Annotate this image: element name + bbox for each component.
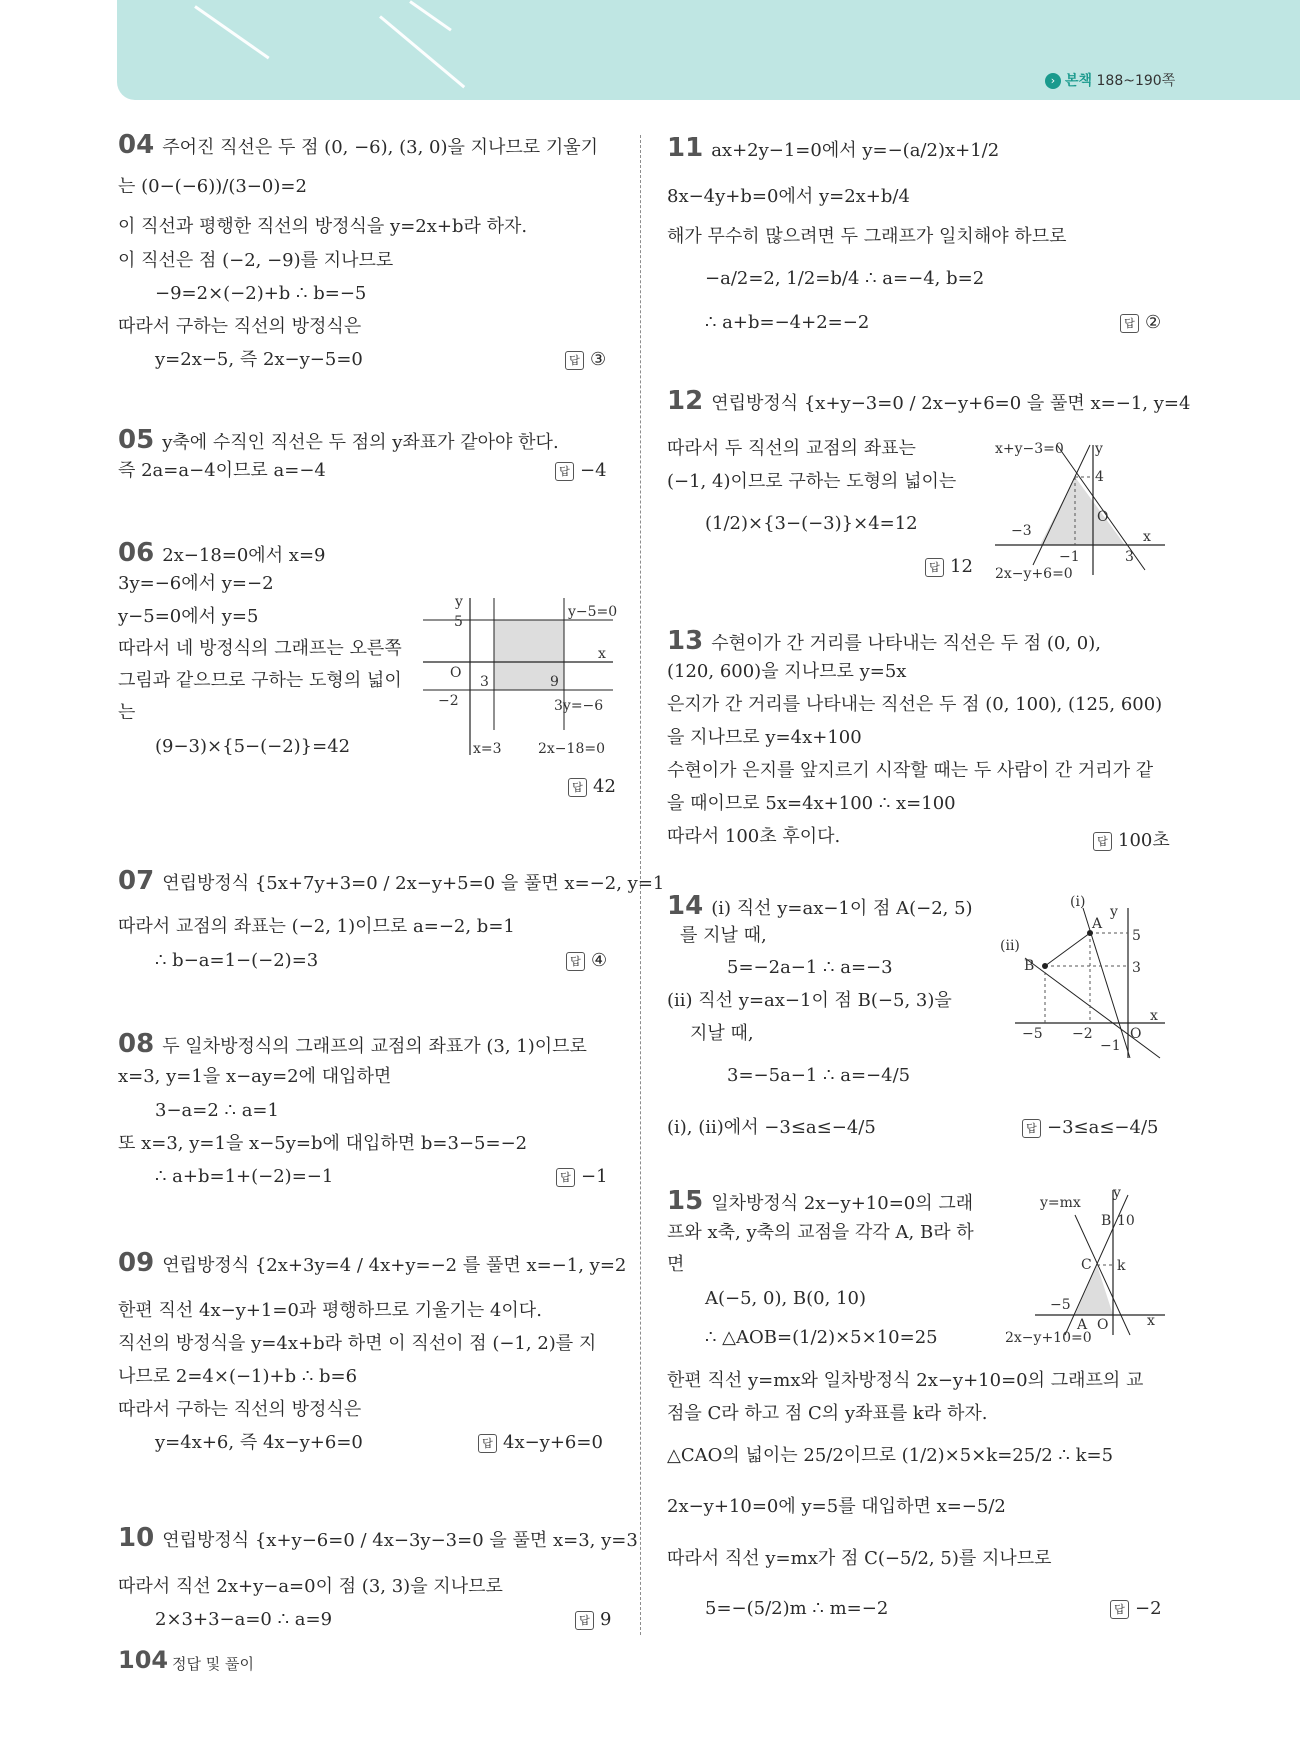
problem-15-line11: 5=−(5/2)m ∴ m=−2 — [705, 1598, 889, 1619]
problem-06-line2: 3y=−6에서 y=−2 — [118, 573, 274, 594]
problem-13-line7: 따라서 100초 후이다. — [667, 826, 841, 847]
problem-10-line3: 2×3+3−a=0 ∴ a=9 — [155, 1609, 333, 1630]
answer-value: ③ — [590, 349, 607, 370]
text: 연립방정식 {x+y−6=0 / 4x−3y−3=0 을 풀면 x=3, y=3 — [162, 1530, 638, 1551]
problem-number: 09 — [118, 1248, 155, 1278]
problem-number: 14 — [667, 891, 704, 921]
answer-08 — [556, 1166, 608, 1187]
label-a: A — [1092, 916, 1103, 932]
problem-09-line6: y=4x+6, 즉 4x−y+6=0 — [155, 1432, 363, 1453]
problem-15-line5: ∴ △AOB=(1/2)×5×10=25 — [705, 1327, 938, 1348]
text: 연립방정식 {2x+3y=4 / 4x+y=−2 를 풀면 x=−1, y=2 — [162, 1255, 627, 1276]
equation-label: 2x−y+6=0 — [995, 566, 1073, 582]
problem-15-line7: 점을 C라 하고 점 C의 y좌표를 k라 하자. — [667, 1403, 988, 1424]
segment-ab — [1045, 933, 1090, 966]
tick-label: −5 — [1022, 1026, 1043, 1042]
answer-15 — [1110, 1598, 1162, 1619]
tick-label: −2 — [438, 693, 459, 709]
problem-number: 04 — [118, 130, 155, 160]
equation-label: 3y=−6 — [554, 698, 604, 714]
answer-07 — [566, 950, 607, 971]
problem-05-line2: 즉 2a=a−4이므로 a=−4 — [118, 460, 326, 481]
book-reference: › 본책 188~190쪽 — [1045, 70, 1175, 90]
answer-tag: 답 — [1120, 314, 1139, 333]
problem-06-line6: 는 — [118, 702, 136, 723]
problem-15-line8: △CAO의 넓이는 25/2이므로 (1/2)×5×k=25/2 ∴ k=5 — [667, 1445, 1114, 1466]
answer-06 — [568, 776, 616, 797]
tick-label: 3 — [480, 674, 489, 690]
problem-09-line1 — [118, 1250, 626, 1279]
text: y축에 수직인 직선은 두 점의 y좌표가 같아야 한다. — [162, 432, 559, 453]
tick-label: 5 — [454, 614, 463, 630]
answer-tag: 답 — [568, 778, 587, 797]
problem-09-line3: 직선의 방정식을 y=4x+b라 하면 이 직선이 점 (−1, 2)를 지 — [118, 1333, 597, 1354]
problem-09-line2: 한편 직선 4x−y+1=0과 평행하므로 기울기는 4이다. — [118, 1300, 542, 1321]
problem-14-line6: 3=−5a−1 ∴ a=−4/5 — [727, 1065, 911, 1086]
problem-13-line6: 을 때이므로 5x=4x+100 ∴ x=100 — [667, 793, 956, 814]
problem-number: 08 — [118, 1029, 155, 1059]
problem-11-line2: 8x−4y+b=0에서 y=2x+b/4 — [667, 186, 910, 207]
problem-09-line4: 나므로 2=4×(−1)+b ∴ b=6 — [118, 1366, 358, 1387]
answer-10 — [575, 1609, 611, 1630]
problem-04-line2: 는 (0−(−6))/(3−0)=2 — [118, 176, 307, 197]
problem-14-line4: (ii) 직선 y=ax−1이 점 B(−5, 3)을 — [667, 990, 952, 1011]
problem-number: 11 — [667, 133, 704, 163]
problem-13-line4: 을 지나므로 y=4x+100 — [667, 727, 862, 748]
graph-06 — [418, 590, 618, 760]
problem-13-line1 — [667, 628, 1101, 657]
problem-11-line1 — [667, 135, 999, 164]
problem-14-line1 — [667, 893, 973, 922]
problem-06-line7: (9−3)×{5−(−2)}=42 — [155, 736, 351, 757]
answer-05 — [555, 460, 607, 481]
problem-number: 06 — [118, 538, 155, 568]
problem-08-line4: 또 x=3, y=1을 x−5y=b에 대입하면 b=3−5=−2 — [118, 1133, 528, 1154]
problem-11-line3: 해가 무수히 많으려면 두 그래프가 일치해야 하므로 — [667, 226, 1067, 247]
problem-04-line6: 따라서 구하는 직선의 방정식은 — [118, 316, 362, 337]
answer-value: 4x−y+6=0 — [503, 1432, 603, 1453]
problem-10-line2: 따라서 직선 2x+y−a=0이 점 (3, 3)을 지나므로 — [118, 1576, 503, 1597]
answer-value: 42 — [593, 776, 616, 797]
text: 2x−18=0에서 x=9 — [162, 545, 326, 566]
shaded-triangle — [1040, 477, 1125, 545]
problem-14-line2: 를 지날 때, — [680, 925, 767, 946]
answer-tag: 답 — [566, 952, 585, 971]
page-range: 188~190쪽 — [1096, 73, 1176, 89]
origin-label: O — [1097, 1317, 1109, 1333]
problem-07-line3: ∴ b−a=1−(−2)=3 — [155, 950, 319, 971]
problem-12-line2: 따라서 두 직선의 교점의 좌표는 — [667, 438, 916, 459]
answer-tag: 답 — [1110, 1600, 1129, 1619]
problem-number: 10 — [118, 1523, 155, 1553]
answer-value: −1 — [581, 1166, 608, 1187]
problem-11-line4: −a/2=2, 1/2=b/4 ∴ a=−4, b=2 — [705, 268, 985, 289]
answer-value: ② — [1145, 312, 1162, 333]
problem-15-line10: 따라서 직선 y=mx가 점 C(−5/2, 5)를 지나므로 — [667, 1548, 1052, 1569]
equation-label: 2x−18=0 — [538, 741, 605, 757]
label-b: B — [1101, 1213, 1112, 1229]
label-a: A — [1077, 1317, 1088, 1333]
answer-tag: 답 — [575, 1611, 594, 1630]
problem-07-line1 — [118, 868, 664, 897]
problem-08-line3: 3−a=2 ∴ a=1 — [155, 1100, 279, 1121]
problem-14-line3: 5=−2a−1 ∴ a=−3 — [727, 957, 893, 978]
label-b: B — [1024, 958, 1035, 974]
problem-15-line4: A(−5, 0), B(0, 10) — [705, 1288, 866, 1309]
problem-05-line1 — [118, 427, 559, 456]
equation-label: x=3 — [473, 741, 502, 757]
answer-13 — [1093, 826, 1170, 852]
tick-label: −5 — [1050, 1297, 1071, 1313]
text: 일차방정식 2x−y+10=0의 그래 — [711, 1193, 974, 1214]
answer-value: −2 — [1135, 1598, 1162, 1619]
tick-label: −2 — [1072, 1026, 1093, 1042]
answer-11 — [1120, 312, 1161, 333]
answer-tag: 답 — [565, 351, 584, 370]
origin-label: O — [450, 665, 462, 681]
text: 수현이가 간 거리를 나타내는 직선은 두 점 (0, 0), — [711, 633, 1101, 654]
tick-label: k — [1117, 1258, 1126, 1274]
problem-09-line5: 따라서 구하는 직선의 방정식은 — [118, 1399, 362, 1420]
tick-label: 3 — [1132, 960, 1141, 976]
problem-number: 15 — [667, 1186, 704, 1216]
problem-11-line5: ∴ a+b=−4+2=−2 — [705, 312, 870, 333]
problem-15-line1 — [667, 1188, 973, 1217]
answer-value: 9 — [600, 1609, 612, 1630]
tick-label: 4 — [1095, 469, 1104, 485]
x-label: x — [1143, 529, 1151, 545]
text: 연립방정식 {5x+7y+3=0 / 2x−y+5=0 을 풀면 x=−2, y=1 — [162, 873, 665, 894]
problem-14-line7: (i), (ii)에서 −3≤a≤−4/5 — [667, 1117, 876, 1138]
answer-value: 100초 — [1118, 830, 1170, 851]
equation-label: 2x−y+10=0 — [1005, 1330, 1092, 1345]
problem-04-line3: 이 직선과 평행한 직선의 방정식을 y=2x+b라 하자. — [118, 216, 528, 237]
label-c: C — [1081, 1257, 1092, 1273]
x-label: x — [598, 646, 606, 662]
problem-12-line4: (1/2)×{3−(−3)}×4=12 — [705, 513, 918, 534]
problem-number: 07 — [118, 866, 155, 896]
problem-04-line4: 이 직선은 점 (−2, −9)를 지나므로 — [118, 250, 394, 271]
answer-04 — [565, 349, 606, 370]
problem-13-line5: 수현이가 은지를 앞지르기 시작할 때는 두 사람이 간 거리가 같 — [667, 760, 1154, 781]
problem-12-line1 — [667, 388, 1190, 417]
problem-15-line2: 프와 x축, y축의 교점을 각각 A, B라 하 — [667, 1222, 974, 1243]
graph-14 — [1000, 888, 1170, 1063]
answer-value: 12 — [950, 556, 973, 577]
problem-07-line2: 따라서 교점의 좌표는 (−2, 1)이므로 a=−2, b=1 — [118, 916, 515, 937]
label-i: (i) — [1070, 894, 1086, 910]
answer-tag: 답 — [555, 462, 574, 481]
equation-label: y=mx — [1040, 1195, 1081, 1211]
answer-tag: 답 — [478, 1434, 497, 1453]
answer-value: ④ — [591, 950, 608, 971]
answer-tag: 답 — [1022, 1119, 1041, 1138]
problem-06-line5: 그림과 같으므로 구하는 도형의 넓이 — [118, 670, 402, 691]
problem-04-line5: −9=2×(−2)+b ∴ b=−5 — [155, 283, 367, 304]
problem-06-line3: y−5=0에서 y=5 — [118, 606, 259, 627]
origin-label: O — [1097, 509, 1109, 525]
arrow-icon: › — [1045, 73, 1061, 89]
equation-label: x+y−3=0 — [995, 441, 1064, 457]
problem-number: 13 — [667, 626, 704, 656]
problem-06-line1 — [118, 540, 326, 569]
x-label: x — [1147, 1313, 1155, 1329]
tick-label: 9 — [550, 674, 559, 690]
problem-06-line4: 따라서 네 방정식의 그래프는 오른쪽 — [118, 638, 402, 659]
problem-15-line6: 한편 직선 y=mx와 일차방정식 2x−y+10=0의 그래프의 교 — [667, 1370, 1144, 1391]
answer-value: −4 — [580, 460, 607, 481]
text: 주어진 직선은 두 점 (0, −6), (3, 0)을 지나므로 기울기 — [162, 137, 599, 158]
y-label: y — [1113, 1185, 1121, 1201]
problem-13-line2: (120, 600)을 지나므로 y=5x — [667, 661, 907, 682]
tick-label: 3 — [1125, 549, 1134, 565]
problem-number: 12 — [667, 386, 704, 416]
problem-08-line5: ∴ a+b=1+(−2)=−1 — [155, 1166, 334, 1187]
y-label: y — [1110, 904, 1118, 920]
problem-04-line1 — [118, 132, 598, 161]
tick-label: −3 — [1011, 523, 1032, 539]
problem-15-line3: 면 — [667, 1254, 685, 1275]
problem-14-line5: 지날 때, — [690, 1023, 754, 1044]
problem-08-line1 — [118, 1031, 587, 1060]
text: 연립방정식 {x+y−3=0 / 2x−y+6=0 을 풀면 x=−1, y=4 — [711, 393, 1191, 414]
answer-tag: 답 — [556, 1168, 575, 1187]
footer-title: 정답 및 풀이 — [172, 1655, 254, 1673]
answer-09 — [478, 1432, 603, 1453]
problem-13-line3: 은지가 간 거리를 나타내는 직선은 두 점 (0, 100), (125, 600) — [667, 694, 1163, 715]
graph-15 — [1005, 1185, 1170, 1345]
text: (i) 직선 y=ax−1이 점 A(−2, 5) — [711, 898, 973, 919]
point-b — [1042, 963, 1048, 969]
equation-label: y−5=0 — [568, 604, 618, 620]
tick-label: −1 — [1100, 1038, 1121, 1054]
y-label: y — [455, 594, 463, 610]
problem-number: 05 — [118, 425, 155, 455]
answer-14 — [1022, 1117, 1158, 1138]
problem-15-line9: 2x−y+10=0에 y=5를 대입하면 x=−5/2 — [667, 1496, 1006, 1517]
y-label: y — [1095, 441, 1103, 457]
text: ax+2y−1=0에서 y=−(a/2)x+1/2 — [711, 140, 1000, 161]
tick-label: 10 — [1117, 1213, 1135, 1229]
graph-12 — [995, 435, 1175, 585]
tick-label: −1 — [1059, 549, 1080, 565]
answer-tag: 답 — [925, 558, 944, 577]
problem-10-line1 — [118, 1525, 638, 1554]
text: 두 일차방정식의 그래프의 교점의 좌표가 (3, 1)이므로 — [162, 1036, 587, 1057]
problem-04-line7: y=2x−5, 즉 2x−y−5=0 — [155, 349, 363, 370]
problem-12-line3: (−1, 4)이므로 구하는 도형의 넓이는 — [667, 471, 957, 492]
x-label: x — [1150, 1008, 1158, 1024]
page-number: 104 — [118, 1646, 169, 1674]
origin-label: O — [1130, 1026, 1142, 1042]
answer-12 — [925, 556, 973, 577]
tick-label: 5 — [1132, 928, 1141, 944]
problem-08-line2: x=3, y=1을 x−ay=2에 대입하면 — [118, 1066, 392, 1087]
answer-value: −3≤a≤−4/5 — [1047, 1117, 1159, 1138]
label-ii: (ii) — [1000, 938, 1020, 954]
answer-tag: 답 — [1093, 832, 1112, 851]
